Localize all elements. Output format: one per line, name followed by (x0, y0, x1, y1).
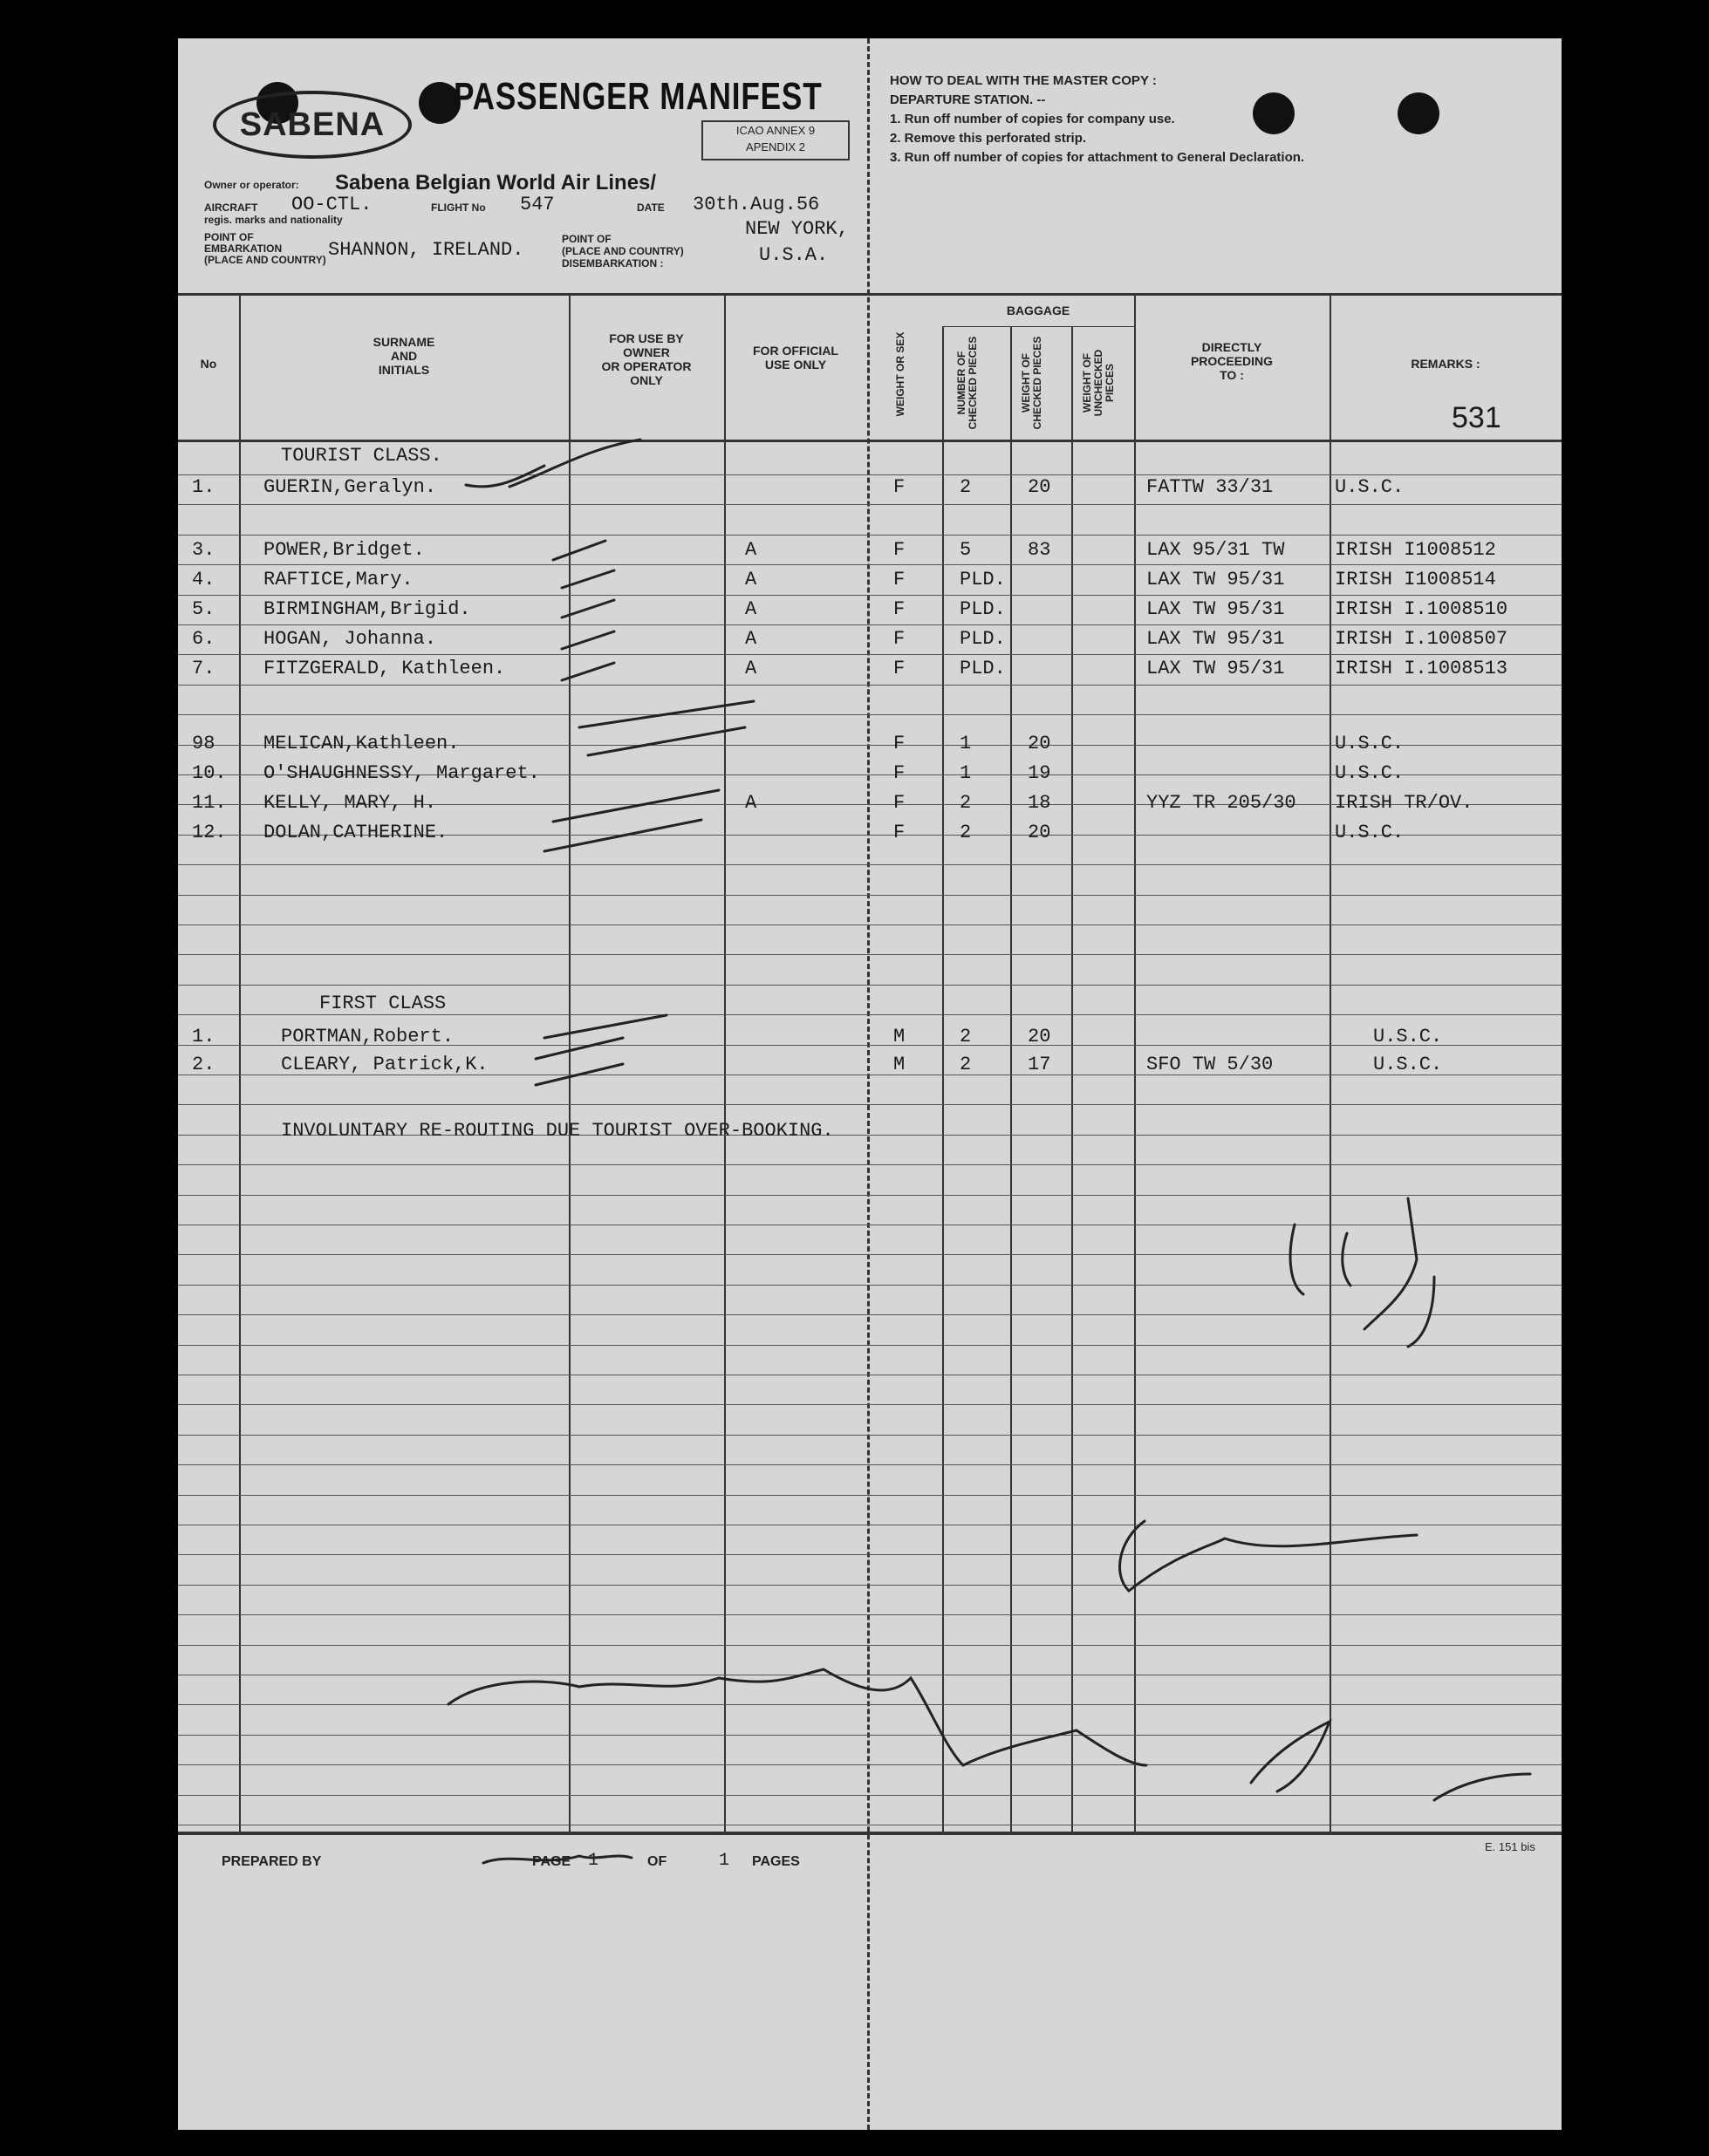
onward-route: LAX TW 95/31 (1146, 569, 1285, 590)
row-rule (178, 474, 1562, 475)
row-rule (178, 1614, 1562, 1615)
remarks-value: U.S.C. (1335, 822, 1405, 843)
instructions-line: 3. Run off number of copies for attachment to General Declaration. (890, 150, 1305, 165)
col-owner-use: FOR USE BY OWNER OR OPERATOR ONLY (601, 331, 692, 387)
col-weight-sex: WEIGHT OR SEX (894, 331, 906, 417)
pen-mark (1408, 1277, 1434, 1347)
row-rule (178, 1285, 1562, 1286)
of-label: OF (647, 1854, 667, 1869)
remarks-value: IRISH I1008512 (1335, 539, 1496, 561)
pen-scrawl (1251, 1722, 1330, 1791)
row-rule (178, 1464, 1562, 1465)
check-mark (588, 727, 745, 755)
passenger-sex: M (893, 1026, 906, 1047)
pen-scrawl (1434, 1774, 1530, 1800)
row-rule (178, 714, 1562, 715)
row-rule (178, 1254, 1562, 1255)
baggage-pieces: PLD. (960, 598, 1006, 620)
section-first: FIRST CLASS (319, 993, 447, 1014)
page-label: PAGE (532, 1854, 571, 1869)
passenger-name: DOLAN,CATHERINE. (263, 822, 448, 843)
flight-value: 547 (520, 194, 555, 215)
sabena-logo: SABENA (213, 91, 412, 159)
page-title: PASSENGER MANIFEST (454, 75, 823, 118)
remarks-value: U.S.C. (1335, 476, 1405, 498)
col-divider (1010, 326, 1012, 1832)
col-remarks: REMARKS : (1411, 357, 1480, 371)
row-rule (178, 1014, 1562, 1015)
check-mark (466, 466, 544, 487)
remarks-value: IRISH I1008514 (1335, 569, 1496, 590)
row-rule (178, 1195, 1562, 1196)
row-number: 98 (192, 733, 215, 754)
date-value: 30th.Aug.56 (693, 194, 820, 215)
section-tourist: TOURIST CLASS. (281, 445, 442, 467)
passenger-name: RAFTICE,Mary. (263, 569, 414, 590)
aircraft-value: OO-CTL. (291, 194, 373, 215)
col-surname: SURNAME AND INITIALS (373, 335, 435, 377)
passenger-sex: M (893, 1054, 906, 1075)
row-rule (178, 564, 1562, 565)
icao-annex-box (701, 120, 850, 160)
pen-mark (1343, 1233, 1350, 1286)
page-value: 1 (588, 1851, 599, 1871)
row-rule (178, 1764, 1562, 1765)
baggage-weight: 19 (1028, 762, 1051, 784)
owner-value: Sabena Belgian World Air Lines/ (335, 171, 657, 194)
disembark-label: (PLACE AND COUNTRY) (562, 245, 684, 257)
baggage-weight: 18 (1028, 792, 1051, 814)
instructions-block (890, 72, 1518, 167)
row-number: 6. (192, 628, 215, 650)
onward-route: SFO TW 5/30 (1146, 1054, 1274, 1075)
embark-value: SHANNON, IRELAND. (328, 239, 524, 261)
disembark-label: DISEMBARKATION : (562, 257, 664, 270)
row-rule (178, 1735, 1562, 1736)
remarks-value: IRISH I.1008507 (1335, 628, 1508, 650)
row-rule (178, 1554, 1562, 1555)
row-rule (178, 595, 1562, 596)
disembark-value: U.S.A. (759, 244, 829, 266)
baggage-pieces: 5 (960, 539, 972, 561)
baggage-weight: 20 (1028, 1026, 1051, 1047)
header-bottom-rule (178, 440, 1562, 442)
passenger-name: PORTMAN,Robert. (281, 1026, 455, 1047)
baggage-pieces: 2 (960, 792, 972, 814)
passenger-sex: F (893, 658, 906, 679)
row-rule (178, 864, 1562, 865)
prepared-label: PREPARED BY (222, 1854, 322, 1869)
baggage-pieces: 1 (960, 762, 972, 784)
row-number: 7. (192, 658, 215, 679)
row-number: 3. (192, 539, 215, 561)
row-rule (178, 1345, 1562, 1346)
check-mark (544, 1015, 667, 1038)
official-mark: A (745, 598, 757, 620)
col-divider (942, 326, 944, 1832)
passenger-sex: F (893, 569, 906, 590)
row-rule (178, 1314, 1562, 1315)
rerouting-note: INVOLUNTARY RE-ROUTING DUE TOURIST OVER-BOOKING. (281, 1120, 834, 1142)
onward-route: LAX 95/31 TW (1146, 539, 1285, 561)
row-rule (178, 1704, 1562, 1705)
passenger-name: KELLY, MARY, H. (263, 792, 437, 814)
table-top-rule (178, 293, 1562, 296)
row-number: 5. (192, 598, 215, 620)
onward-route: FATTW 33/31 (1146, 476, 1274, 498)
passenger-name: CLEARY, Patrick,K. (281, 1054, 489, 1075)
perforation-line (867, 38, 870, 2130)
row-rule (178, 954, 1562, 955)
official-mark: A (745, 628, 757, 650)
passenger-name: GUERIN,Geralyn. (263, 476, 437, 498)
row-rule (178, 895, 1562, 896)
pen-mark (1364, 1198, 1417, 1329)
page-number: 531 (1452, 401, 1501, 434)
annex-line: APENDIX 2 (746, 140, 805, 154)
remarks-value: IRISH I.1008513 (1335, 658, 1508, 679)
pages-label: PAGES (752, 1854, 800, 1869)
row-number: 2. (192, 1054, 215, 1075)
row-number: 12. (192, 822, 227, 843)
passenger-sex: F (893, 733, 906, 754)
check-mark (536, 1038, 623, 1059)
check-mark (553, 541, 605, 560)
official-mark: A (745, 658, 757, 679)
pen-scrawl (448, 1669, 1146, 1765)
row-rule (178, 1164, 1562, 1165)
instructions-line: DEPARTURE STATION. -- (890, 92, 1046, 107)
baggage-pieces: 1 (960, 733, 972, 754)
row-rule (178, 924, 1562, 925)
row-number: 4. (192, 569, 215, 590)
remarks-value: U.S.C. (1373, 1054, 1443, 1075)
passenger-name: HOGAN, Johanna. (263, 628, 437, 650)
passenger-sex: F (893, 792, 906, 814)
remarks-value: U.S.C. (1373, 1026, 1443, 1047)
row-rule (178, 985, 1562, 986)
embark-label: POINT OF (204, 231, 254, 243)
baggage-divider (942, 326, 1134, 327)
row-rule (178, 1795, 1562, 1796)
row-rule (178, 1435, 1562, 1436)
col-divider (1071, 326, 1073, 1832)
passenger-name: BIRMINGHAM,Brigid. (263, 598, 471, 620)
baggage-weight: 20 (1028, 822, 1051, 843)
row-rule (178, 504, 1562, 505)
row-rule (178, 1404, 1562, 1405)
remarks-value: IRISH I.1008510 (1335, 598, 1508, 620)
check-mark (509, 440, 640, 487)
row-rule (178, 654, 1562, 655)
baggage-weight: 20 (1028, 476, 1051, 498)
baggage-pieces: 2 (960, 1026, 972, 1047)
passenger-sex: F (893, 822, 906, 843)
row-number: 11. (192, 792, 227, 814)
row-rule (178, 1495, 1562, 1496)
col-divider (239, 293, 241, 1832)
baggage-pieces: 2 (960, 476, 972, 498)
instructions-line: 1. Run off number of copies for company use. (890, 112, 1175, 126)
col-divider (724, 293, 726, 1832)
regis-label: regis. marks and nationality (204, 214, 343, 226)
passenger-sex: F (893, 762, 906, 784)
remarks-value: U.S.C. (1335, 762, 1405, 784)
col-wt-unchecked: WEIGHT OF UNCHECKED PIECES (1081, 349, 1116, 417)
col-divider (569, 293, 571, 1832)
row-rule (178, 1104, 1562, 1105)
col-baggage: BAGGAGE (1006, 304, 1070, 317)
baggage-pieces: PLD. (960, 569, 1006, 590)
form-code: E. 151 bis (1485, 1840, 1535, 1853)
col-divider (1134, 293, 1136, 1832)
passenger-name: O'SHAUGHNESSY, Margaret. (263, 762, 540, 784)
row-rule (178, 1645, 1562, 1646)
pen-mark (1290, 1225, 1303, 1294)
baggage-pieces: PLD. (960, 658, 1006, 679)
disembark-label: POINT OF (562, 233, 612, 245)
row-rule (178, 624, 1562, 625)
onward-route: YYZ TR 205/30 (1146, 792, 1296, 814)
check-mark (553, 790, 719, 822)
remarks-value: IRISH TR/OV. (1335, 792, 1473, 814)
row-number: 10. (192, 762, 227, 784)
onward-route: LAX TW 95/31 (1146, 628, 1285, 650)
col-num-checked: NUMBER OF CHECKED PIECES (955, 336, 979, 430)
onward-route: LAX TW 95/31 (1146, 598, 1285, 620)
date-label: DATE (637, 201, 665, 214)
col-official-use: FOR OFFICIAL USE ONLY (753, 344, 838, 372)
signature-scrawl (1120, 1521, 1417, 1591)
disembark-value: NEW YORK, (745, 218, 849, 240)
passenger-sex: F (893, 476, 906, 498)
owner-label: Owner or operator: (204, 179, 299, 191)
col-directly: DIRECTLY PROCEEDING TO : (1190, 340, 1274, 382)
embark-label: (PLACE AND COUNTRY) (204, 254, 326, 266)
passenger-name: FITZGERALD, Kathleen. (263, 658, 506, 679)
table-bottom-rule (178, 1832, 1562, 1835)
passenger-sex: F (893, 598, 906, 620)
col-wt-checked: WEIGHT OF CHECKED PIECES (1020, 336, 1043, 430)
baggage-pieces: PLD. (960, 628, 1006, 650)
embark-label: EMBARKATION (204, 242, 283, 255)
row-number: 1. (192, 476, 215, 498)
passenger-sex: F (893, 539, 906, 561)
manifest-sheet (178, 38, 1562, 2130)
passenger-name: MELICAN,Kathleen. (263, 733, 460, 754)
annex-line: ICAO ANNEX 9 (735, 124, 816, 137)
aircraft-label: AIRCRAFT (204, 201, 258, 214)
official-mark: A (745, 792, 757, 814)
check-mark (544, 820, 701, 851)
official-mark: A (745, 539, 757, 561)
instructions-title: HOW TO DEAL WITH THE MASTER COPY : (890, 73, 1157, 88)
baggage-weight: 20 (1028, 733, 1051, 754)
onward-route: LAX TW 95/31 (1146, 658, 1285, 679)
row-rule (178, 1585, 1562, 1586)
flight-label: FLIGHT No (431, 201, 486, 214)
row-rule (178, 535, 1562, 536)
passenger-name: POWER,Bridget. (263, 539, 425, 561)
col-divider (1330, 293, 1331, 1832)
col-no: No (200, 357, 217, 371)
row-number: 1. (192, 1026, 215, 1047)
baggage-pieces: 2 (960, 1054, 972, 1075)
remarks-value: U.S.C. (1335, 733, 1405, 754)
official-mark: A (745, 569, 757, 590)
baggage-weight: 17 (1028, 1054, 1051, 1075)
baggage-weight: 83 (1028, 539, 1051, 561)
instructions-line: 2. Remove this perforated strip. (890, 131, 1087, 146)
passenger-sex: F (893, 628, 906, 650)
of-value: 1 (719, 1851, 730, 1871)
baggage-pieces: 2 (960, 822, 972, 843)
row-rule (178, 685, 1562, 686)
